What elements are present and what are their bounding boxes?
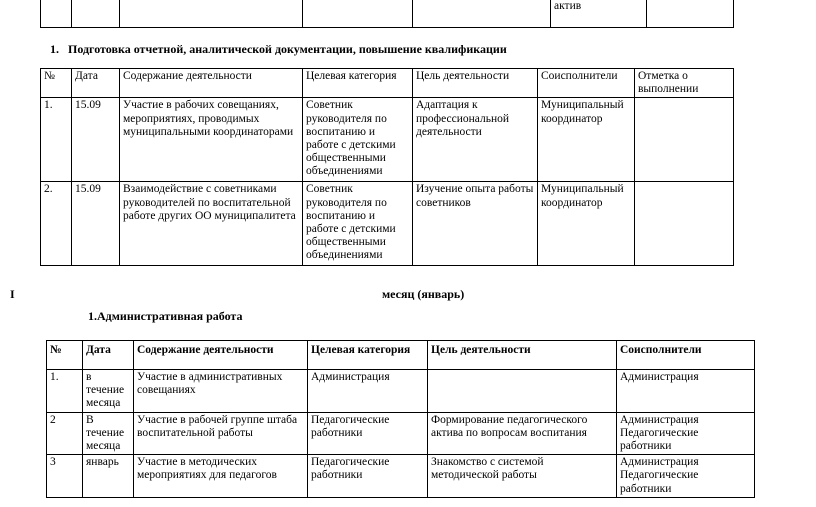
cell: Знакомство с системой методической работы [428,455,617,498]
header-cell: Соисполнители [617,341,755,370]
header-cell: № [47,341,83,370]
table-row [47,412,755,455]
cell: Взаимодействие с советниками руководителей по воспитательной работе других ОО муниципалитета [120,182,303,266]
section1-heading [50,42,507,57]
cell [120,0,303,28]
cell: Педагогические работники [308,455,428,498]
cell: в течение месяца [83,370,134,413]
cell: 1. [41,98,72,182]
cell: Администрация Педагогические работники [617,412,755,455]
cell: В течение месяца [83,412,134,455]
cell: 2. [41,182,72,266]
cell: Участие в рабочей группе штаба воспитательной работы [134,412,308,455]
cell: Администрация [617,370,755,413]
cell: Муниципальный координатор [538,98,635,182]
cell [647,0,734,28]
header-cell: Отметка о выполнении [635,69,734,98]
month-roman: I [10,287,15,301]
section2-table [46,340,755,498]
cell [635,182,734,266]
header-cell: Содержание деятельности [134,341,308,370]
section1-table [40,68,734,266]
cell [41,0,72,28]
month-label: месяц (январь) [382,287,465,301]
table-row [41,182,734,266]
table-row [47,455,755,498]
cell [413,0,551,28]
cell: Участие в методических мероприятиях для педагогов [134,455,308,498]
header-cell: Дата [72,69,120,98]
header-cell: Цель деятельности [413,69,538,98]
cell: Педагогические работники [308,412,428,455]
header-cell: № [41,69,72,98]
header-cell: Соисполнители [538,69,635,98]
header-cell: Цель деятельности [428,341,617,370]
section1-title: Подготовка отчетной, аналитической документации, повышение квалификации [68,42,507,56]
cell: Адаптация к профессиональной деятельности [413,98,538,182]
table-header-row [41,69,734,98]
cell: Участие в административных совещаниях [134,370,308,413]
cell: Муниципальный координатор [538,182,635,266]
cell [72,0,120,28]
table-row [47,370,755,413]
table-header-row [47,341,755,370]
cell: Изучение опыта работы советников [413,182,538,266]
cell: 15.09 [72,182,120,266]
header-cell: Целевая категория [308,341,428,370]
cell: актив [551,0,647,28]
cell: 3 [47,455,83,498]
cell [635,98,734,182]
cell: Советник руководителя по воспитанию и работе с детскими общественными объединениями [303,182,413,266]
section2-heading: 1.Административная работа [88,309,243,323]
cell: Участие в рабочих совещаниях, мероприятиях, проводимых муниципальными координаторами [120,98,303,182]
cell: 15.09 [72,98,120,182]
cell: Администрация Педагогические работники [617,455,755,498]
header-cell: Содержание деятельности [120,69,303,98]
cell: январь [83,455,134,498]
cell: 1. [47,370,83,413]
cell [428,370,617,413]
cell: Формирование педагогического актива по вопросам воспитания [428,412,617,455]
cell: 2 [47,412,83,455]
table-row [41,98,734,182]
cell: Советник руководителя по воспитанию и работе с детскими общественными объединениями [303,98,413,182]
cell [303,0,413,28]
top-table [40,0,734,28]
section1-number: 1. [50,42,59,56]
cell: Администрация [308,370,428,413]
header-cell: Дата [83,341,134,370]
header-cell: Целевая категория [303,69,413,98]
